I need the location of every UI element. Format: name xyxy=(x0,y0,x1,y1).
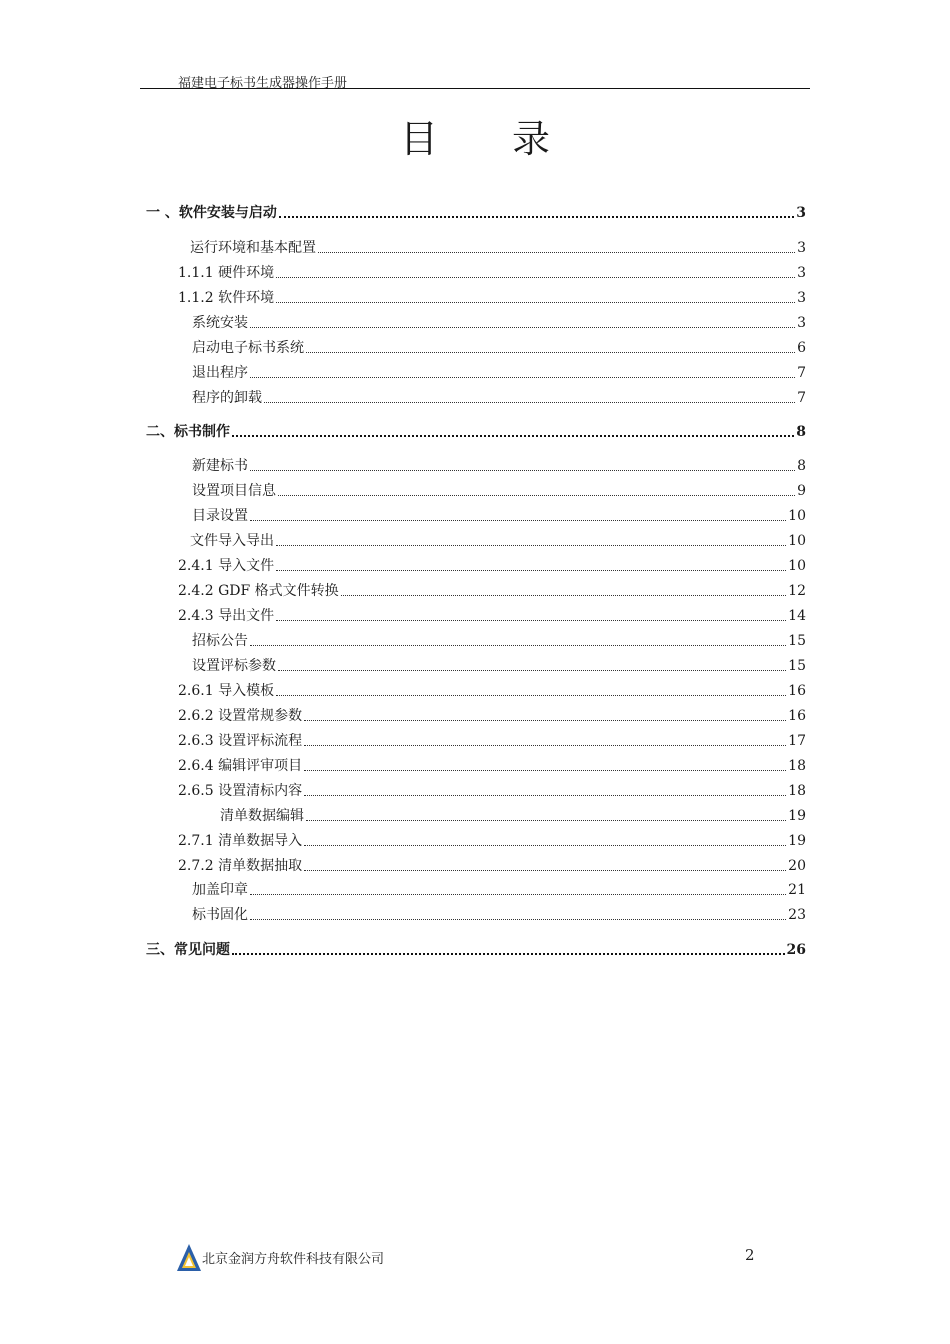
company-logo-icon xyxy=(176,1243,202,1273)
toc-entry-label: 退出程序 xyxy=(192,365,248,381)
toc-leader-dots xyxy=(264,402,795,403)
toc-entry-page: 19 xyxy=(788,808,806,824)
toc-entry[interactable] xyxy=(192,312,806,332)
toc-entry-page: 3 xyxy=(797,265,806,281)
toc-entry-label: 标书固化 xyxy=(192,907,248,923)
toc-entry-label: 2.6.3 设置评标流程 xyxy=(178,733,303,749)
toc-entry-label: 2.4.3 导出文件 xyxy=(178,608,275,624)
toc-entry[interactable] xyxy=(178,780,806,800)
toc-entry[interactable] xyxy=(192,655,806,675)
toc-entry-page: 15 xyxy=(788,633,806,649)
toc-entry-page: 3 xyxy=(797,240,806,256)
toc-entry-page: 8 xyxy=(796,424,806,440)
toc-entry[interactable] xyxy=(192,362,806,382)
toc-entry-page: 3 xyxy=(797,290,806,306)
toc-entry-page: 3 xyxy=(797,315,806,331)
toc-entry-label: 程序的卸载 xyxy=(192,390,262,406)
toc-entry-page: 16 xyxy=(788,683,806,699)
toc-entry-page: 17 xyxy=(788,733,806,749)
toc-leader-dots xyxy=(304,795,786,796)
toc-entry[interactable] xyxy=(190,237,806,257)
toc-entry-label: 2.6.1 导入模板 xyxy=(178,683,275,699)
page-number: 2 xyxy=(745,1246,755,1264)
toc-entry-page: 8 xyxy=(797,458,806,474)
toc-entry-page: 10 xyxy=(788,533,806,549)
toc-entry-label: 三、常见问题 xyxy=(146,942,230,958)
toc-entry[interactable] xyxy=(178,605,806,625)
toc-entry[interactable] xyxy=(146,202,806,222)
toc-entry-page: 3 xyxy=(796,205,806,221)
toc-entry[interactable] xyxy=(178,580,806,600)
toc-entry-label: 清单数据编辑 xyxy=(220,808,304,824)
toc-entry-label: 目录设置 xyxy=(192,508,248,524)
toc-entry[interactable] xyxy=(178,705,806,725)
toc-entry-page: 9 xyxy=(797,483,806,499)
toc-entry[interactable] xyxy=(192,455,806,475)
toc-entry[interactable] xyxy=(178,287,806,307)
toc-entry[interactable] xyxy=(192,505,806,525)
toc-entry[interactable] xyxy=(178,680,806,700)
toc-entry-label: 1.1.1 硬件环境 xyxy=(178,265,275,281)
toc-entry[interactable] xyxy=(178,830,806,850)
toc-entry-page: 7 xyxy=(797,365,806,381)
toc-entry[interactable] xyxy=(192,904,806,924)
toc-entry-label: 文件导入导出 xyxy=(190,533,274,549)
toc-leader-dots xyxy=(306,820,786,821)
toc-leader-dots xyxy=(304,720,786,721)
toc-leader-dots xyxy=(276,545,786,546)
toc-leader-dots xyxy=(304,770,786,771)
toc-entry-page: 18 xyxy=(788,783,806,799)
toc-leader-dots xyxy=(318,252,795,253)
toc-entry[interactable] xyxy=(192,480,806,500)
toc-entry-label: 2.7.1 清单数据导入 xyxy=(178,833,303,849)
toc-entry[interactable] xyxy=(178,555,806,575)
toc-entry-label: 2.4.1 导入文件 xyxy=(178,558,275,574)
toc-entry[interactable] xyxy=(146,939,806,959)
toc-leader-dots xyxy=(278,495,795,496)
toc-leader-dots xyxy=(250,327,795,328)
toc-entry-page: 19 xyxy=(788,833,806,849)
toc-leader-dots xyxy=(276,570,786,571)
toc-entry[interactable] xyxy=(192,630,806,650)
toc-entry-label: 设置项目信息 xyxy=(192,483,276,499)
toc-leader-dots xyxy=(250,645,786,646)
toc-entry-label: 招标公告 xyxy=(192,633,248,649)
toc-entry-label: 一 、软件安装与启动 xyxy=(146,205,277,221)
toc-leader-dots xyxy=(250,520,786,521)
toc-entry-page: 23 xyxy=(788,907,806,923)
toc-entry-label: 运行环境和基本配置 xyxy=(190,240,316,256)
toc-entry-label: 新建标书 xyxy=(192,458,248,474)
toc-entry-label: 系统安装 xyxy=(192,315,248,331)
toc-leader-dots xyxy=(276,695,786,696)
toc-entry[interactable] xyxy=(178,262,806,282)
toc-leader-dots xyxy=(250,470,795,471)
toc-entry-page: 16 xyxy=(788,708,806,724)
toc-entry-label: 1.1.2 软件环境 xyxy=(178,290,275,306)
toc-entry[interactable] xyxy=(192,387,806,407)
toc-leader-dots xyxy=(276,302,795,303)
toc-entry-label: 2.7.2 清单数据抽取 xyxy=(178,858,303,874)
toc-entry[interactable] xyxy=(192,337,806,357)
toc-leader-dots xyxy=(279,216,794,218)
toc-entry[interactable] xyxy=(146,421,806,441)
toc-leader-dots xyxy=(250,919,786,920)
toc-entry-page: 18 xyxy=(788,758,806,774)
toc-leader-dots xyxy=(232,953,785,955)
toc-entry-page: 20 xyxy=(788,858,806,874)
toc-leader-dots xyxy=(304,845,786,846)
toc-leader-dots xyxy=(250,377,795,378)
toc-entry-page: 10 xyxy=(788,558,806,574)
toc-leader-dots xyxy=(232,435,794,437)
toc-entry-page: 15 xyxy=(788,658,806,674)
toc-leader-dots xyxy=(306,352,795,353)
toc-entry-label: 2.4.2 GDF 格式文件转换 xyxy=(178,583,339,599)
toc-entry[interactable] xyxy=(192,879,806,899)
toc-entry-label: 加盖印章 xyxy=(192,882,248,898)
toc-leader-dots xyxy=(276,620,786,621)
footer-company: 北京金润方舟软件科技有限公司 xyxy=(202,1252,385,1267)
page-title: 目录 xyxy=(399,117,624,161)
toc-leader-dots xyxy=(304,745,786,746)
toc-entry-label: 2.6.2 设置常规参数 xyxy=(178,708,303,724)
toc-leader-dots xyxy=(304,870,786,871)
toc-leader-dots xyxy=(278,670,786,671)
toc-entry-label: 2.6.5 设置清标内容 xyxy=(178,783,303,799)
toc-entry-label: 设置评标参数 xyxy=(192,658,276,674)
toc-entry-page: 14 xyxy=(788,608,806,624)
toc-entry-page: 21 xyxy=(788,882,806,898)
toc-entry-page: 7 xyxy=(797,390,806,406)
toc-entry-page: 12 xyxy=(788,583,806,599)
toc-entry[interactable] xyxy=(178,755,806,775)
toc-entry-page: 26 xyxy=(786,942,806,958)
toc-entry-label: 启动电子标书系统 xyxy=(192,340,304,356)
toc-leader-dots xyxy=(341,595,787,596)
toc-entry-page: 10 xyxy=(788,508,806,524)
toc-leader-dots xyxy=(276,277,795,278)
toc-entry[interactable] xyxy=(190,530,806,550)
running-header: 福建电子标书生成器操作手册 xyxy=(178,76,348,91)
toc-entry[interactable] xyxy=(178,730,806,750)
toc-entry-label: 2.6.4 编辑评审项目 xyxy=(178,758,303,774)
toc-entry[interactable] xyxy=(220,805,806,825)
toc-entry-label: 二、标书制作 xyxy=(146,424,230,440)
toc-entry-page: 6 xyxy=(797,340,806,356)
toc-entry[interactable] xyxy=(178,855,806,875)
toc-leader-dots xyxy=(250,894,786,895)
